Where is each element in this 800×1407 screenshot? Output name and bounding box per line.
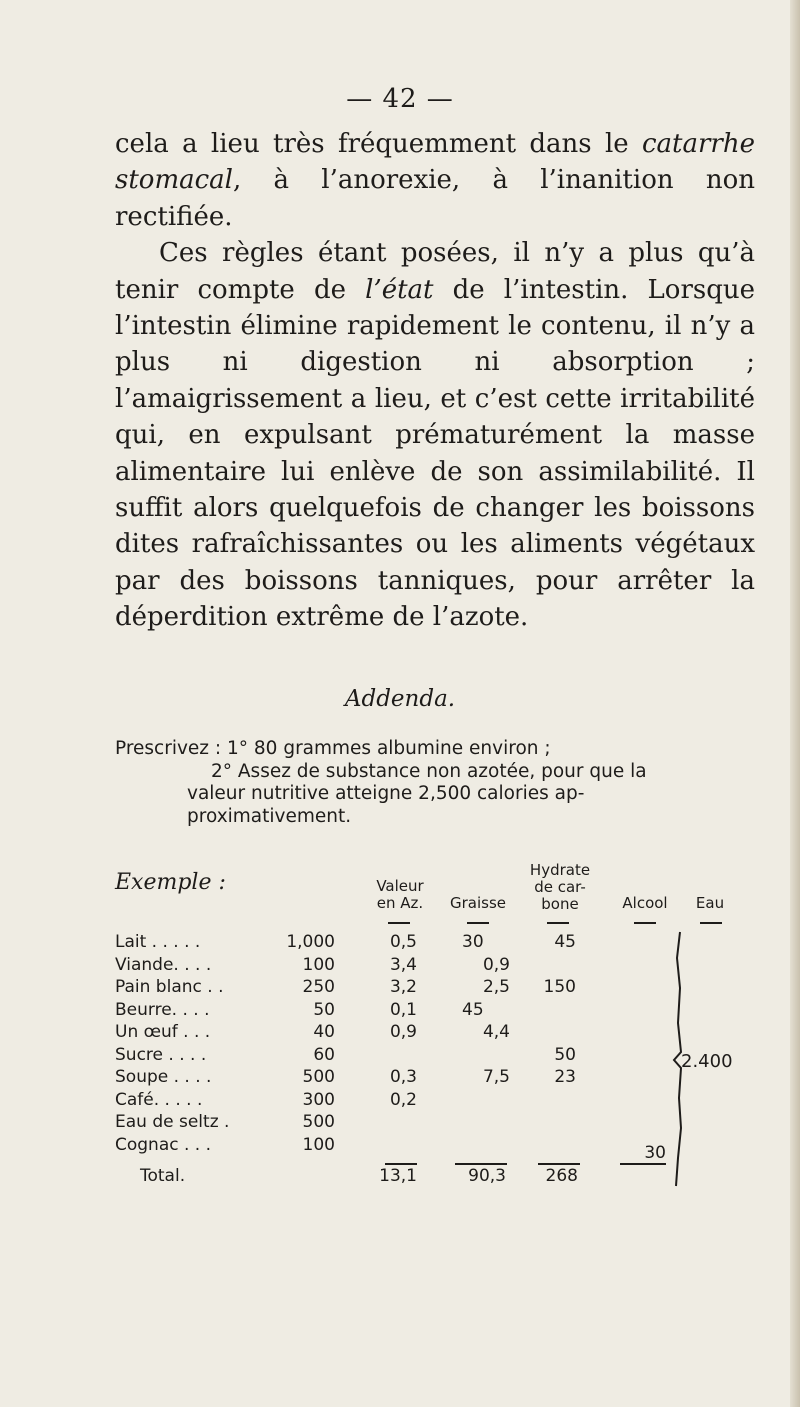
total-rule (385, 1163, 417, 1165)
row-fat: 30 (462, 932, 484, 952)
row-qty: 250 (302, 977, 335, 997)
prescription-line: valeur nutritive atteigne 2,500 calories ap- (187, 783, 585, 804)
row-az: 0,2 (389, 1090, 417, 1110)
row-qty: 1,000 (286, 932, 335, 952)
header-dash (467, 922, 489, 924)
row-food: Cognac . . . (115, 1135, 212, 1155)
row-qty: 100 (302, 1135, 335, 1155)
row-fat: 2,5 (482, 977, 510, 997)
row-alcool: 30 (644, 1143, 666, 1163)
addenda-heading: Addenda. (344, 686, 456, 712)
row-qty: 100 (302, 955, 335, 975)
row-carb: 23 (554, 1067, 576, 1087)
header-hydrate: Hydrate de car- bone (529, 861, 591, 913)
row-food: Café. . . . . (115, 1090, 203, 1110)
row-fat: 45 (462, 1000, 484, 1020)
total-rule (455, 1163, 507, 1165)
row-food: Pain blanc . . (115, 977, 224, 997)
prescription-line: proximativement. (187, 805, 352, 827)
total-rule (538, 1163, 580, 1165)
body-text (115, 126, 755, 636)
row-fat: 7,5 (482, 1067, 510, 1087)
row-az: 3,2 (389, 977, 417, 997)
row-fat: 0,9 (482, 955, 510, 975)
exemple-label: Exemple : (115, 870, 226, 895)
row-qty: 500 (302, 1112, 335, 1132)
header-dash (700, 922, 722, 924)
page-number: — 42 — (346, 84, 454, 114)
row-qty: 300 (302, 1090, 335, 1110)
row-food: Viande. . . . (115, 955, 212, 975)
paragraph-2: Ces règles étant posées, il n’y a plus qu’à tenir compte de l’état de l’intestin. Lorsque l’intestin élimine rapidement le contenu, il n’y a plus ni digestion ni absorption ; l’amaigrissement a lieu, et c’est cette irritabilité qui, en expulsant prématurément la masse alimentaire lui enlève de son assimilabilité. Il suffit alors quelquefois de changer les boissons dites rafraîchissantes ou les aliments végétaux par des boissons tanniques, pour arrêter la déperdition extrême de l’azote. (115, 238, 755, 633)
row-az: 3,4 (389, 955, 417, 975)
row-carb: 45 (554, 932, 576, 952)
header-graisse: Graisse (449, 894, 506, 912)
total-fat: 90,3 (468, 1166, 506, 1186)
row-food: Beurre. . . . (115, 1000, 210, 1020)
row-az: 0,3 (389, 1067, 417, 1087)
header-eau: Eau (695, 894, 725, 912)
prescription-line: 2° Assez de substance non azotée, pour que la (211, 760, 647, 782)
row-az: 0,5 (389, 932, 417, 952)
row-fat: 4,4 (482, 1022, 510, 1042)
total-label: Total. (140, 1166, 186, 1186)
header-dash (388, 922, 410, 924)
row-food: Sucre . . . . (115, 1045, 207, 1065)
total-az: 13,1 (379, 1166, 417, 1186)
row-qty: 500 (302, 1067, 335, 1087)
prescription-line: Prescrivez : 1° 80 grammes albumine environ ; (115, 738, 551, 759)
row-carb: 50 (554, 1045, 576, 1065)
row-food: Soupe . . . . (115, 1067, 212, 1087)
italic-term: catarrhe stomacal (115, 129, 755, 196)
header-alcool: Alcool (622, 894, 668, 912)
row-food: Lait . . . . . (115, 932, 201, 952)
header-valeur: Valeur en Az. (376, 877, 424, 912)
row-az: 0,9 (389, 1022, 417, 1042)
row-food: Un œuf . . . (115, 1022, 211, 1042)
header-dash (634, 922, 656, 924)
water-total: 2.400 (681, 1051, 733, 1072)
row-qty: 50 (313, 1000, 335, 1020)
paragraph-1: cela a lieu très fréquemment dans le catarrhe stomacal, à l’anorexie, à l’inanition non rectifiée. (115, 129, 755, 232)
row-qty: 60 (313, 1045, 335, 1065)
row-food: Eau de seltz . (115, 1112, 230, 1132)
prescription-block (115, 738, 765, 828)
italic-term: l’état (365, 274, 434, 305)
row-carb: 150 (543, 977, 576, 997)
header-dash (547, 922, 569, 924)
row-qty: 40 (313, 1022, 335, 1042)
row-az: 0,1 (389, 1000, 417, 1020)
total-carb: 268 (545, 1166, 578, 1186)
